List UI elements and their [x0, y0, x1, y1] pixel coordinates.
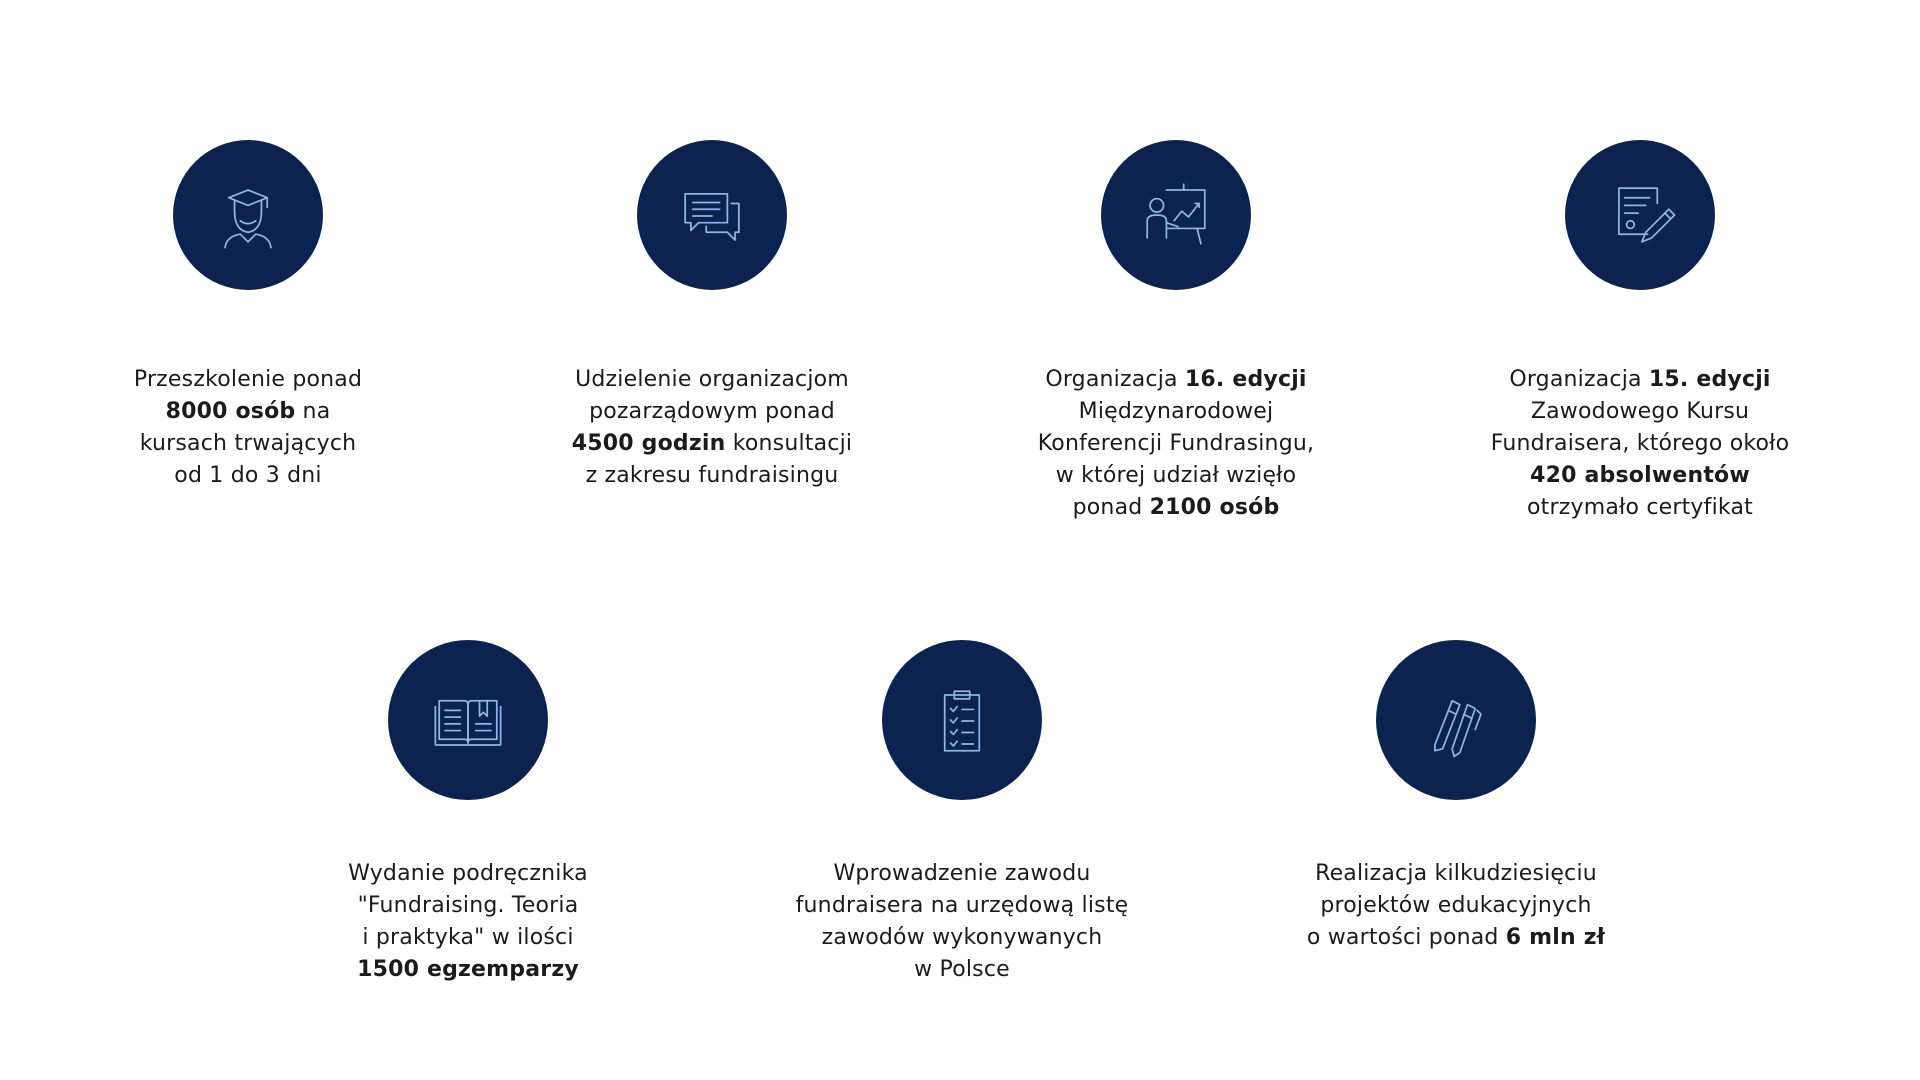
- caption-text: Organizacja: [1045, 367, 1185, 392]
- caption-line: [926, 428, 1426, 460]
- caption-text: pozarządowym ponad: [589, 399, 835, 424]
- caption-text: Międzynarodowej: [1078, 399, 1274, 424]
- caption-text: fundraisera na urzędową listę: [795, 893, 1129, 918]
- caption-text: z zakresu fundraisingu: [585, 463, 839, 488]
- caption-line: [712, 890, 1212, 922]
- caption-text: Realizacja kilkudziesięciu: [1315, 861, 1597, 886]
- icon-circle: [882, 640, 1042, 800]
- caption-line: [712, 922, 1212, 954]
- stat-caption: [926, 364, 1426, 524]
- clipboard-checklist-icon: [914, 672, 1010, 768]
- caption-line: [1390, 428, 1890, 460]
- stat-item-projects: [1206, 640, 1706, 954]
- icon-circle: [173, 140, 323, 290]
- caption-highlight: 15. edycji: [1648, 367, 1771, 392]
- caption-line: [462, 428, 962, 460]
- caption-line: [0, 428, 498, 460]
- caption-text: od 1 do 3 dni: [174, 463, 322, 488]
- caption-text: Udzielenie organizacjom: [575, 367, 849, 392]
- caption-line: [1206, 922, 1706, 954]
- caption-highlight: 1500 egzemparzy: [357, 957, 579, 982]
- icon-circle: [388, 640, 548, 800]
- stat-item-trainings: [0, 140, 498, 492]
- stat-caption: [462, 364, 962, 492]
- stat-item-profession: [712, 640, 1212, 986]
- caption-highlight: 2100 osób: [1149, 495, 1280, 520]
- caption-line: [218, 858, 718, 890]
- certificate-pen-icon: [1592, 167, 1688, 263]
- caption-text: Fundraisera, którego około: [1490, 431, 1790, 456]
- caption-line: [712, 858, 1212, 890]
- caption-line: [1206, 858, 1706, 890]
- caption-highlight: 420 absolwentów: [1530, 463, 1750, 488]
- caption-text: kursach trwających: [139, 431, 357, 456]
- caption-line: [462, 364, 962, 396]
- caption-text: na: [295, 399, 331, 424]
- caption-line: [462, 396, 962, 428]
- caption-line: [0, 396, 498, 428]
- caption-line: [926, 460, 1426, 492]
- caption-line: [1206, 890, 1706, 922]
- caption-text: i praktyka" w ilości: [362, 925, 574, 950]
- open-book-icon: [420, 672, 516, 768]
- caption-line: [462, 460, 962, 492]
- caption-text: w Polsce: [914, 957, 1010, 982]
- caption-line: [218, 890, 718, 922]
- caption-text: Zawodowego Kursu: [1530, 399, 1750, 424]
- caption-text: ponad: [1072, 495, 1150, 520]
- caption-text: Wydanie podręcznika: [348, 861, 588, 886]
- stat-item-handbook: [218, 640, 718, 986]
- caption-line: [926, 396, 1426, 428]
- stat-caption: [0, 364, 498, 492]
- caption-line: [1390, 396, 1890, 428]
- caption-text: zawodów wykonywanych: [821, 925, 1103, 950]
- caption-line: [0, 460, 498, 492]
- caption-line: [1390, 492, 1890, 524]
- caption-text: konsultacji: [725, 431, 853, 456]
- caption-text: w której udział wzięło: [1055, 463, 1297, 488]
- stat-item-conference: [926, 140, 1426, 524]
- stat-caption: [1206, 858, 1706, 954]
- caption-line: [1390, 460, 1890, 492]
- caption-line: [218, 922, 718, 954]
- caption-line: [712, 954, 1212, 986]
- caption-text: projektów edukacyjnych: [1320, 893, 1592, 918]
- chat-bubbles-icon: [664, 167, 760, 263]
- stat-caption: [1390, 364, 1890, 524]
- caption-highlight: 4500 godzin: [571, 431, 726, 456]
- pencils-icon: [1408, 672, 1504, 768]
- caption-highlight: 8000 osób: [165, 399, 296, 424]
- caption-highlight: 6 mln zł: [1505, 925, 1606, 950]
- stat-item-consultations: [462, 140, 962, 492]
- icon-circle: [637, 140, 787, 290]
- icon-circle: [1565, 140, 1715, 290]
- caption-highlight: 16. edycji: [1184, 367, 1307, 392]
- caption-text: otrzymało certyfikat: [1527, 495, 1753, 520]
- caption-line: [218, 954, 718, 986]
- stat-caption: [218, 858, 718, 986]
- caption-line: [1390, 364, 1890, 396]
- caption-text: Organizacja: [1509, 367, 1649, 392]
- stat-item-course: [1390, 140, 1890, 524]
- caption-line: [926, 492, 1426, 524]
- graduate-icon: [200, 167, 296, 263]
- caption-text: Konferencji Fundrasingu,: [1037, 431, 1315, 456]
- caption-text: o wartości ponad: [1306, 925, 1506, 950]
- icon-circle: [1101, 140, 1251, 290]
- icon-circle: [1376, 640, 1536, 800]
- caption-text: Wprowadzenie zawodu: [833, 861, 1091, 886]
- caption-text: Przeszkolenie ponad: [133, 367, 363, 392]
- caption-line: [0, 364, 498, 396]
- caption-text: "Fundraising. Teoria: [357, 893, 579, 918]
- caption-line: [926, 364, 1426, 396]
- stat-caption: [712, 858, 1212, 986]
- presentation-icon: [1128, 167, 1224, 263]
